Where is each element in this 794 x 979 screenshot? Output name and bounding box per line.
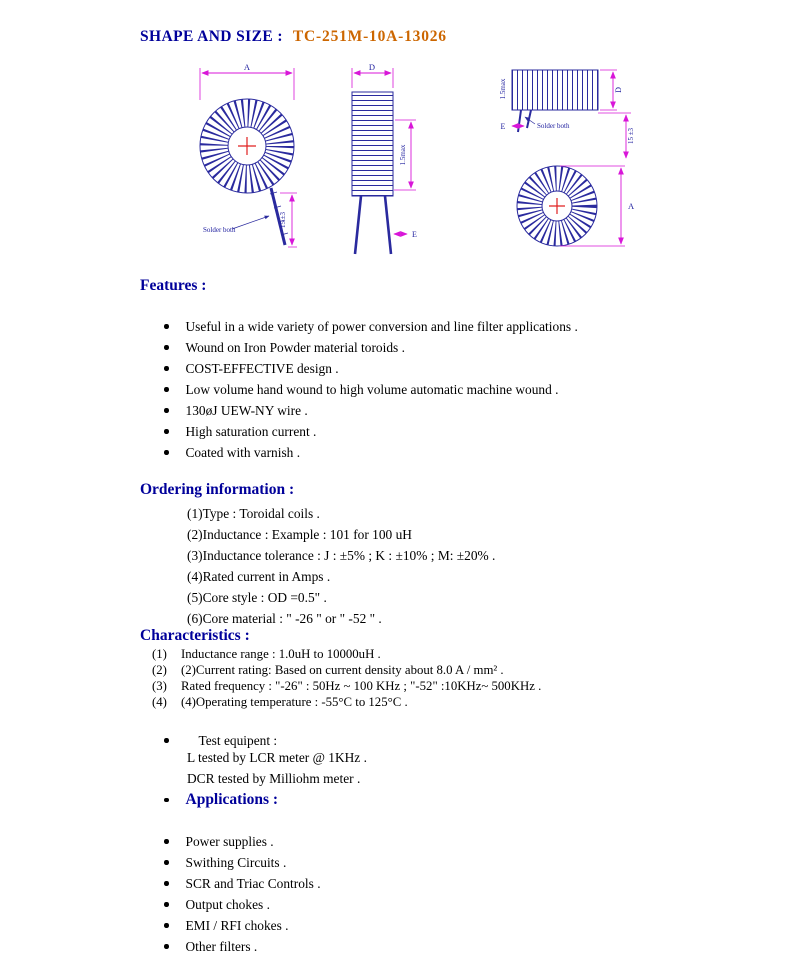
test-line-2: DCR tested by Milliohm meter . (187, 771, 361, 786)
applications-heading: Applications : (185, 791, 279, 808)
item-marker: (3) (152, 679, 167, 693)
bullet-icon (164, 450, 169, 455)
application-text: Output chokes . (185, 896, 270, 912)
coil-body-horizontal (512, 70, 598, 110)
front-view (200, 62, 297, 247)
list-item (164, 316, 578, 337)
bullet-icon (164, 860, 169, 865)
left-leg (355, 196, 361, 254)
right-leg (385, 196, 391, 254)
dim-label-e: E (412, 230, 417, 239)
bullet-icon (164, 881, 169, 886)
list-item (164, 358, 578, 379)
application-text: SCR and Triac Controls . (185, 875, 321, 891)
list-item (164, 873, 321, 894)
list-item (164, 894, 321, 915)
item-marker: (1) (152, 647, 167, 661)
page-title (140, 28, 447, 46)
dim-label-d: D (368, 62, 376, 72)
ordering-heading: Ordering information : (140, 481, 295, 498)
leader-line (232, 216, 269, 229)
characteristics-item (152, 662, 541, 678)
ordering-item: (5)Core style : OD =0.5" . (187, 590, 327, 605)
list-item (164, 400, 578, 421)
ordering-item: (6)Core material : " -26 " or " -52 " . (187, 611, 382, 626)
dim-label-d: D (614, 87, 623, 93)
item-text: (2)Current rating: Based on current density about 8.0 A / mm² . (181, 663, 504, 677)
ordering-item: (2)Inductance : Example : 101 for 100 uH (187, 527, 412, 542)
bullet-icon (164, 798, 169, 803)
test-line-1: L tested by LCR meter @ 1KHz . (187, 750, 367, 765)
list-item (164, 936, 321, 957)
bullet-icon (164, 923, 169, 928)
bullet-icon (164, 366, 169, 371)
feature-text: Low volume hand wound to high volume automatic machine wound . (185, 381, 559, 397)
item-text: Inductance range : 1.0uH to 10000uH . (181, 647, 381, 661)
ordering-item: (4)Rated current in Amps . (187, 569, 331, 584)
application-text: Other filters . (185, 938, 258, 954)
list-item (164, 379, 578, 400)
list-item (164, 831, 321, 852)
list-item (164, 915, 321, 936)
test-equipment-label: Test equipent : (198, 732, 278, 748)
characteristics-item (152, 694, 541, 710)
side-view (352, 62, 417, 254)
coil-body (352, 92, 393, 196)
feature-text: Coated with varnish . (185, 444, 301, 460)
list-item (164, 442, 578, 463)
dim-label-e: E (500, 122, 506, 131)
technical-drawing (185, 58, 645, 270)
application-text: Swithing Circuits . (185, 854, 287, 870)
dim-label-a: A (243, 62, 251, 72)
solder-note: Solder both (537, 122, 570, 130)
applications-heading-row (164, 789, 278, 811)
item-marker: (2) (152, 663, 167, 677)
applications-list (164, 831, 321, 957)
rear-view (499, 70, 635, 246)
feature-text: COST-EFFECTIVE design . (185, 360, 339, 376)
features-heading: Features : (140, 277, 207, 294)
bullet-icon (164, 429, 169, 434)
lead-wires (518, 110, 531, 132)
list-item (164, 852, 321, 873)
feature-text: High saturation current . (185, 423, 317, 439)
list-item (164, 421, 578, 442)
feature-text: 130øJ UEW-NY wire . (185, 402, 308, 418)
characteristics-heading: Characteristics : (140, 627, 250, 644)
dim-label-lead-length: 15 ±3 (627, 127, 635, 145)
dim-label-pitch: 1.5max (499, 78, 507, 100)
bullet-icon (164, 902, 169, 907)
feature-text: Useful in a wide variety of power conversion and line filter applications . (185, 318, 578, 334)
part-number: TC-251M-10A-13026 (292, 28, 447, 45)
ordering-list (187, 503, 495, 629)
ordering-item: (1)Type : Toroidal coils . (187, 506, 320, 521)
characteristics-list (152, 646, 541, 710)
bullet-icon (164, 345, 169, 350)
bullet-icon (164, 738, 169, 743)
bullet-icon (164, 387, 169, 392)
item-text: (4)Operating temperature : -55°C to 125°C . (181, 695, 408, 709)
application-text: Power supplies . (185, 833, 274, 849)
feature-text: Wound on Iron Powder material toroids . (185, 339, 405, 355)
item-marker: (4) (152, 695, 167, 709)
item-text: Rated frequency : "-26" : 50Hz ~ 100 KHz ; "-52" :10KHz~ 500KHz . (181, 679, 542, 693)
dim-label-a: A (628, 201, 635, 211)
application-text: EMI / RFI chokes . (185, 917, 289, 933)
list-item (164, 337, 578, 358)
bullet-icon (164, 324, 169, 329)
bullet-icon (164, 944, 169, 949)
features-list (164, 316, 578, 463)
solder-note: Solder both (203, 226, 236, 234)
characteristics-item (152, 646, 541, 662)
characteristics-item (152, 678, 541, 694)
title-label: SHAPE AND SIZE : (140, 28, 283, 45)
bullet-icon (164, 408, 169, 413)
bullet-icon (164, 839, 169, 844)
dim-label-lead-length: 15 ±3 (279, 211, 287, 229)
ordering-item: (3)Inductance tolerance : J : ±5% ; K : ±10% ; M: ±20% . (187, 548, 496, 563)
dim-label-pitch: 1.5max (399, 144, 407, 166)
